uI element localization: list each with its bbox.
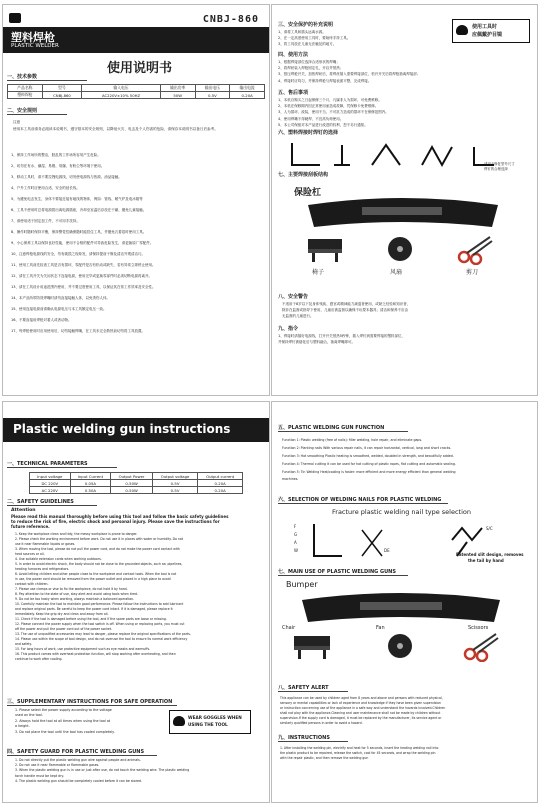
bumper-label-en: Bumper (286, 580, 318, 589)
chinese-manual-front-panel (2, 4, 270, 396)
list-item: 2. Please check the working environment before work. Do not use it in places with water or humidity. Do not (15, 537, 183, 541)
list-item: 14. Please use within the scope of tool design, and do not overuse the tool to ensure its normal work efficiency (15, 637, 188, 641)
aftersale-heading-cn: 五、售后事项 (278, 90, 309, 96)
list-item: 3、移动工具时，请不要拉拽电源线，切勿使电源线与热源、油品接触。 (11, 175, 122, 179)
safety-heading-en: 二、SAFETY GUIDELINES (7, 498, 97, 506)
spec-cell: 0-20A (198, 487, 243, 494)
list-item: Function 5: Tin Welding Heat/cooling is faster: more efficient and more energy efficient than general welding (282, 470, 456, 474)
list-item: 6. Avoid letting children and other people close to the workpiece and contact tools. When the tool is not (15, 572, 177, 576)
list-item: 3、将工具放在儿童无法触及的地方。 (278, 42, 337, 47)
bumper-label: 保险杠 (294, 188, 322, 198)
spec-header: 产品名称 (8, 85, 43, 92)
goggles-line: 应佩戴护目镜 (472, 32, 503, 38)
list-item: the plastic product to be repaired, release the switch, cool for 45 seconds, and wrap the welding pin (280, 751, 436, 755)
safety-rules-en (15, 532, 265, 662)
list-item: 12. Please connect the power supply when the tool switch is off. When using or replacing parts, you must cut (15, 622, 185, 626)
list-item: 4. Use suitable extension cords when working outdoors. (15, 557, 102, 561)
tech-heading: 一、技术参数 (7, 73, 87, 81)
list-item: 16. This product comes with overheat protection function, will stop working after overheating, and then (15, 652, 176, 656)
patented-note: Patented slit design, removes (456, 552, 524, 557)
list-item: 12、请在工具开关为关闭状态下连接电源，使用完毕或更换零部件时必须切断电源再离开。 (11, 274, 152, 278)
list-item: machines. (282, 477, 299, 481)
goggles-icon (456, 25, 468, 35)
list-item: 2. Always hold the tool at all times when using the tool at (15, 718, 111, 723)
list-item: 1. After installing the welding pin, electrify and heat for 5 seconds, insert the heating welding nail into (280, 746, 439, 750)
nail-note: 焊钉的合理选择 (484, 167, 508, 171)
spec-cell: 塑料焊枪 (8, 92, 43, 99)
list-item: 3. When moving the tool, please do not pull the power cord, and do not make the power cord contact with (15, 547, 180, 551)
list-item: 13. The use of unqualified accessories may lead to danger, please replace the original specifications of the parts. (15, 632, 191, 636)
alert-heading-en: 八、SAFETY ALERT (278, 684, 348, 692)
instructions-heading-en: 九、INSTRUCTIONS (278, 734, 348, 742)
aftersale-list-cn (278, 97, 532, 128)
list-item: a height. (15, 724, 30, 729)
chair-icon (302, 237, 348, 263)
list-item: 7、请使用适于固定加工件，不可用手扶持。 (11, 219, 80, 223)
list-item: 3、按压焊枪开关，加热焊丝后，将焊丝插入需要焊接部位，松开开关后将焊枪抽离焊接部； (278, 72, 421, 77)
spec-table (7, 84, 265, 99)
main-use-heading-cn: 七、主要焊接刮板结构 (278, 172, 329, 178)
scissors-icon (462, 632, 502, 662)
nail-letter-de: DE (384, 548, 390, 553)
list-item: supervision.If the supply cord is damaged, it must be replaced by the manufacturer, its service agent or (280, 716, 442, 720)
safety-rules-list (11, 150, 263, 337)
car-bumper-icon (302, 195, 502, 231)
list-item: 10、注意焊枪电源线的安全，勿有破损之现象发，请保持提前于修及清洁外观清洁巧。 (11, 252, 145, 256)
spec-cell: 0-50W (111, 487, 153, 494)
list-item: heating furnaces and refrigerators. (15, 567, 70, 571)
manual-title: 使用说明书 (107, 61, 173, 76)
list-item: 3. Do not place the tool until the tool has cooled completely. (15, 729, 115, 734)
goggles-line: WEAR GOGGLES WHEN (188, 715, 242, 720)
bumper-illustration (294, 185, 502, 231)
spec-table-en (29, 472, 243, 494)
list-item: in use, the power cord should be removed from the power outlet and placed in a high place to avoid (15, 577, 171, 581)
list-item: 1、保持工作场所的整洁，脏乱的工作场所容易产生危险。 (11, 153, 101, 157)
instructions-list-en (280, 746, 534, 761)
attention-line: to reduce the risk of fire, electric shock and personal injury. Please save the instructions for (11, 519, 220, 524)
spec-cell: 0-50W (111, 480, 153, 487)
brand-logo-icon (9, 13, 21, 23)
goggles-notice-box (452, 19, 530, 43)
manual-title-en: Plastic welding gun instructions (13, 422, 231, 436)
scissors-icon (456, 235, 496, 265)
list-item: used on the tool. (15, 713, 43, 718)
list-item: 4、使用焊嘴不得硬焊、不宜高负荷使用。 (278, 116, 344, 121)
goggles-line: 使用工具时 (472, 24, 498, 30)
list-item: 15、使用连接电源前请确认电源电压与本工具额定电压一致。 (11, 307, 107, 311)
list-item: Function 1: Plastic welding (free of nails): filler welding, hole repair, and eliminate gaps. (282, 438, 423, 442)
list-item: 无监督的儿童进行。 (282, 314, 314, 319)
list-item: 4. The plastic welding gun should be completely cooled before it can be stored. (15, 778, 142, 783)
alert-heading-cn: 八、安全警告 (278, 294, 309, 300)
spec-header: 输入电压 (82, 85, 161, 92)
chinese-manual-back-panel (271, 4, 538, 396)
list-item: torch handle must be kept dry. (15, 773, 64, 778)
list-item: 2、切勿在有水、潮湿、易燃、易爆、有粉尘等环境下使用。 (11, 164, 105, 168)
fan-icon (382, 632, 418, 662)
main-use-heading-en: 七、MAIN USE OF PLASTIC WELDING GUNS (278, 568, 408, 576)
nail-heading-cn: 六、塑料焊接时焊钉的选择 (278, 130, 339, 136)
spec-cell: 0-5V (152, 480, 197, 487)
attention-line: Please read this manual thoroughly before using this tool and follow the basic safety guidelines (11, 514, 229, 519)
spec-header: 型号 (42, 85, 82, 92)
safety-note-label: 注意 (13, 120, 21, 124)
guard-list-en (15, 758, 265, 784)
supp-list-en (15, 708, 165, 735)
list-item: 2. Do not use it near flammable or flammable gases. (15, 763, 100, 768)
spec-cell: 50W (160, 92, 195, 99)
list-item: sensory or mental capabilities or lack of experience and knowledge if they have been given supervision (280, 701, 441, 705)
use-label: Scissors (468, 625, 489, 631)
nail-letter-w: W (294, 548, 298, 553)
supp-heading-en: 三、SUPPLEMENTARY INSTRUCTIONS FOR SAFE OPERATION (7, 698, 177, 706)
safety-heading: 二、安全规则 (7, 107, 67, 115)
use-label: Chair (282, 625, 296, 631)
spec-cell: DC 220V (30, 480, 71, 487)
list-item: 并保持焊钉被熔化后与塑料融合，抽离焊嘴即可。 (278, 340, 355, 345)
alert-list-cn (282, 301, 532, 320)
function-list-en (282, 436, 532, 482)
product-title-cn: 塑料焊枪 (11, 31, 55, 44)
list-item: shall not play with the appliance.Cleaning and user maintenance shall not be made by children without (280, 711, 441, 715)
list-item: 除非在监督或指导下使用，儿童应被监督以确保不玩耍本器具；清洁和保养不应由 (282, 308, 408, 313)
product-title-en: PLASTIC WELDER (11, 43, 59, 49)
list-item: This appliance can be used by children aged from 8 years and above and persons with reduced physical, (280, 696, 443, 700)
list-item: Function 3: Hot smoothing Plastic heating is smoothed, welded, doubled in strength, and beautifully added. (282, 454, 454, 458)
goggles-line: USING THE TOOL (188, 722, 228, 727)
list-item: 3、人为损坏、改装，使用不当、不可抗力造成的损坏不在保修范围内。 (278, 110, 389, 115)
function-heading-en: 五、PLASTIC WELDING GUN FUNCTION (278, 424, 408, 432)
spec-header: Output voltage (152, 473, 197, 480)
spec-cell: CNBJ-860 (42, 92, 82, 99)
spec-header: 输出功率 (160, 85, 195, 92)
spec-cell: AC 220V (30, 487, 71, 494)
list-item: 7. Please use clamps or vise to fix the workpiece, do not hold it by hand. (15, 587, 128, 591)
list-item: 9、小心保养工具以保持良好性能，使用不合格的配件可导致危险发生，请更换原厂零配件。 (11, 241, 154, 245)
list-item: 10. Carefully maintain the tool to maintain good performance. Please follow the instructions to add lubricant (15, 602, 184, 606)
list-item: 11. Check if the tool is damaged before using the tool, and if the spare parts are loose or missing. (15, 617, 167, 621)
list-item: 2、在一定高度使用工具时，要始终手持工具。 (278, 36, 351, 41)
list-item: heat sources or oil. (15, 552, 45, 556)
list-item: 1、根据焊接部位选择合适形状的焊嘴； (278, 60, 340, 64)
nail-heading-en: 六、SELECTION OF WELDING NAILS FOR PLASTIC WELDING (278, 496, 448, 504)
list-item: with the repair plastic, and then remove the welding gun (280, 756, 369, 760)
list-item: continue to work after cooling. (15, 657, 63, 661)
list-item: contact with children. (15, 582, 49, 586)
list-item: 2、本机在保修期内因正常使用而造成故障，凭保修卡免费维修。 (278, 104, 379, 109)
attention-line: future reference. (11, 524, 50, 529)
list-item: 1、焊接时请插好电源线，打开开关预热5秒钟，插入焊钉到需要焊接的塑料部位， (278, 334, 405, 338)
attention-label: Attention (11, 508, 36, 513)
list-item: 8. Pay attention to the state of use, stay alert and avoid using tools when tired. (15, 592, 138, 596)
list-item: 16、不要直接用焊枪对着人或者动物。 (11, 318, 72, 322)
supp-list-cn (278, 29, 458, 48)
list-item: immediately. Keep the grip dry and clean and away from oil. (15, 612, 109, 616)
list-item: similarly qualified persons in order to avoid a hazard. (280, 721, 363, 725)
use-label: Fan (376, 625, 385, 631)
use-label: 风扇 (390, 269, 403, 276)
list-item: 3. When the plastic welding gun is in use or just after use, do not touch the welding wire. The plastic welding (15, 768, 190, 773)
list-item: 15. For long hours of work, use protective equipment such as eye masks and earmuffs. (15, 647, 151, 651)
use-label: 剪刀 (466, 269, 479, 276)
tech-heading-en: 一、TECHNICAL PARAMETERS (7, 460, 117, 468)
title-bar (3, 418, 269, 442)
list-item: 13、请在工具设计用途范围内使用，并不要过度使用工具，以保证其在常工作效率及安全性。 (11, 285, 156, 289)
list-item: 1、请将工具和插头远离水源。 (278, 30, 326, 34)
list-item: use it near flammable liquids or gases. (15, 542, 76, 546)
list-item: 1. Keep the workplace clean and tidy; the messy workplace is prone to danger. (15, 532, 138, 536)
list-item: 4、户外工作时应使用合适、安全的延长线。 (11, 186, 80, 190)
list-item: off the power and pull the power cord out of the power socket. (15, 627, 113, 631)
nail-letter-f: F (294, 524, 297, 529)
nail-letter-g: G (294, 532, 298, 537)
goggles-icon (173, 716, 185, 726)
list-item: 2、将焊丝装入焊枪固定孔，开启并预热； (278, 66, 344, 71)
nail-letter-sc: S/C (486, 526, 493, 531)
spec-cell: 0-5V (195, 92, 230, 99)
spec-cell: AC220V±10% 50HZ (82, 92, 161, 99)
spec-header: 输出电压 (195, 85, 230, 92)
list-item: 6、工具不使用时总将电源拔出离电源插座，冷却至室温后存放在干燥、避免儿童接触。 (11, 208, 147, 212)
list-item: 4、焊接时应均匀，并保持焊枪与焊接表面平整，完成焊接。 (278, 78, 372, 83)
nail-note: 适用于修复型号尺寸 (484, 162, 515, 166)
spec-cell: 0.50A (70, 487, 111, 494)
list-item: Function 4: Thermal cutting It can be used for hot cutting of plastic ropes, flat cutting and automatic sealing. (282, 462, 456, 466)
list-item: 9. Do not be too hasty when working, always maintain a balanced operation. (15, 597, 135, 601)
nail-letter-a: A (294, 540, 297, 545)
english-manual-back-panel (271, 401, 538, 803)
product-title-bar (3, 27, 269, 53)
use-label: 椅子 (312, 269, 325, 276)
list-item: and replace original parts. Be careful to keep the power cord intact. If it is damaged, please replace it (15, 607, 173, 611)
nail-selection-title: Fracture plastic welding nail type selection (332, 508, 472, 516)
list-item: 1. Please select the power supply according to the voltage (15, 708, 112, 712)
patented-note: the tail by hand (468, 558, 504, 563)
list-item: 14、本产品所带防烫焊嘴时请勿直接接触人体，以免烫伤人体。 (11, 296, 110, 300)
list-item: and safety. (15, 642, 32, 646)
car-bumper-icon (296, 590, 506, 626)
usage-list-cn (278, 59, 532, 84)
list-item: 17、每焊枪使用时应用使用后，切勿接触焊嘴，在工具未完全散热前切勿将工具放置。 (11, 329, 145, 333)
safety-intro-text: 使用本工具前请务必阅读本说明书，遵守基本的安全规则，以降低火灾、电击及个人伤害的危险，请保存本说明书以备日后参考。 (13, 127, 218, 131)
list-item: 5、为避免电击发生，身体不要接近接有地线的物体，例如：管线、暖气炉及电冰箱等 (11, 197, 143, 201)
list-item: 5、本公司保留对本产品进行改进的权利，恕不另行通知。 (278, 122, 368, 127)
alert-list-en (280, 696, 534, 726)
guard-heading-en: 四、SAFETY GUARD FOR PLASTIC WELDING GUNS (7, 748, 157, 756)
english-manual-front-panel (2, 401, 270, 803)
list-item: Function 2: Planting nails With various repair nails, it can repair horizontal, vertical, long and short cracks. (282, 446, 452, 450)
chair-icon (288, 634, 338, 660)
instructions-list-cn (278, 333, 532, 345)
list-item: 11、使用工具前先检查工具是否有损坏，零配件是否有松动或缺失，若有异常立即停止使用。 (11, 263, 156, 267)
spec-header: Output current (198, 473, 243, 480)
fan-icon (382, 235, 418, 265)
list-item: 1. Do not directly put the plastic welding gun wire against people and animals. (15, 758, 141, 762)
list-item: 不适用于8岁以下及身体残疾、感官或精神能力减退者使用，或缺乏经验和知识者， (282, 302, 411, 306)
model-number: CNBJ-860 (202, 14, 259, 25)
spec-header: Input voltage (30, 473, 71, 480)
list-item: 8、操作时随时保持平衡，保持警觉性确保随时能控住工具，并避免衣着卷时使用工具。 (11, 230, 147, 234)
spec-header: Output Power (111, 473, 153, 480)
usage-heading-cn: 四、使用方法 (278, 52, 309, 58)
list-item: or instruction concerning use of the appliance in a safe way and understand the hazards involved.Children (280, 706, 446, 710)
spec-cell: 0-20A (198, 480, 243, 487)
spec-cell: 0-20A (230, 92, 265, 99)
spec-header: 输出电流 (230, 85, 265, 92)
goggles-notice-box-en (169, 710, 251, 734)
spec-cell: 0-5V (152, 487, 197, 494)
list-item: 5. In order to avoid electric shock, the body should not be close to the grounded objects, such as: pipelines, (15, 562, 183, 566)
supp-heading-cn: 三、安全保护的补充说明 (278, 22, 334, 28)
instructions-heading-cn: 九、指令 (278, 326, 299, 332)
spec-header: Input Current (70, 473, 111, 480)
spec-cell: 0.05A (70, 480, 111, 487)
list-item: 1、本机自购买之日起保修三个月，凡属非人为损坏，可免费维修。 (278, 98, 382, 102)
